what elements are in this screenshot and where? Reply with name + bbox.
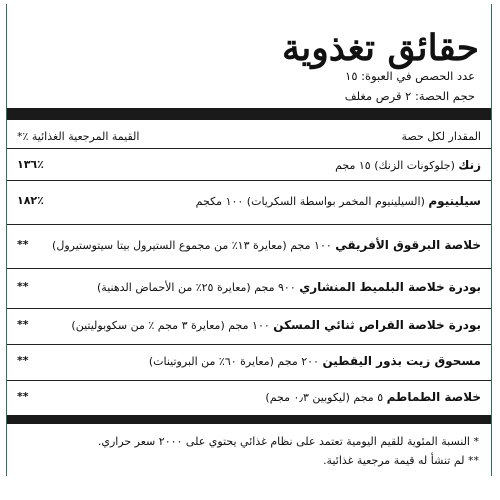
nutrient-name: مسحوق زيت بذور اليقطين — [322, 354, 481, 368]
nutrient-detail: ٥ مجم (ليكوبين ٠٫٣ مجم) — [265, 391, 384, 404]
nutrient-detail: ١٠٠ مجم (معايرة ١٣٪ من مجموع الستيرول بيتا سيتوستيرول) — [52, 239, 332, 252]
thick-divider-bottom — [7, 415, 491, 424]
nutrient-text — [149, 354, 481, 368]
nutrient-name: بودرة خلاصة القراص ثنائي المسكن — [273, 318, 481, 332]
nutrition-facts-panel — [6, 4, 492, 476]
nutrient-daily-value: ١٨٢٪ — [17, 194, 44, 207]
serving-size: حجم الحصة: ٢ قرص مغلف — [344, 89, 475, 103]
nutrient-name: سيلينيوم — [428, 194, 481, 208]
nutrient-text — [265, 390, 481, 404]
nutrient-row — [7, 344, 491, 381]
nutrient-name: بودرة خلاصة البلميط المنشاري — [299, 280, 481, 294]
nutrient-daily-value: ** — [17, 318, 29, 331]
nutrient-row — [7, 180, 491, 225]
nutrient-row — [7, 268, 491, 309]
nutrient-daily-value: ** — [17, 280, 29, 293]
nutrient-row — [7, 150, 491, 181]
nutrient-row — [7, 308, 491, 345]
nutrient-text — [52, 238, 481, 252]
column-header — [7, 126, 491, 149]
nutrient-detail: ٢٠٠ مجم (معايرة ٦٠٪ من البروتينات) — [148, 355, 319, 368]
nutrient-text — [335, 158, 481, 172]
amount-per-serving-header: المقدار لكل حصة — [401, 130, 481, 143]
nutrient-text — [196, 194, 481, 208]
nutrient-name: خلاصة البرقوق الأفريقي — [335, 238, 481, 252]
nutrient-daily-value: ** — [17, 390, 29, 403]
thick-divider-top — [7, 108, 491, 120]
nutrient-daily-value: ** — [17, 354, 29, 367]
label-title: حقائق تغذوية — [282, 27, 479, 69]
nutrient-text — [71, 318, 481, 332]
nutrient-detail: ٩٠٠ مجم (معايرة ٢٥٪ من الأحماض الدهنية) — [97, 281, 296, 294]
nutrient-row — [7, 224, 491, 269]
nutrient-text — [97, 280, 481, 294]
nutrient-row — [7, 380, 491, 414]
nutrient-name: زنك — [458, 158, 481, 172]
servings-per-container: عدد الحصص في العبوة: ١٥ — [345, 69, 475, 83]
footnote-no-reference: ** لم تنشأ له قيمة مرجعية غذائية. — [323, 454, 479, 467]
nutrient-detail: (جلوكونات الزنك) ١٥ مجم — [335, 159, 455, 172]
nutrient-detail: ١٠٠ مجم (معايرة ٣ مجم ٪ من سكوبوليتين) — [71, 319, 270, 332]
daily-value-header: القيمة المرجعية الغذائية ٪* — [17, 130, 140, 143]
footnote-daily-value: * النسبة المئوية للقيم اليومية تعتمد على نظام غذائي يحتوي على ٢٠٠٠ سعر حراري. — [97, 435, 479, 448]
nutrient-daily-value: ** — [17, 238, 29, 251]
nutrient-name: خلاصة الطماطم — [386, 390, 481, 404]
nutrient-daily-value: ١٣٦٪ — [17, 158, 44, 171]
nutrient-detail: (السيلينيوم المخمر بواسطة السكريات) ١٠٠ مكجم — [195, 195, 425, 208]
